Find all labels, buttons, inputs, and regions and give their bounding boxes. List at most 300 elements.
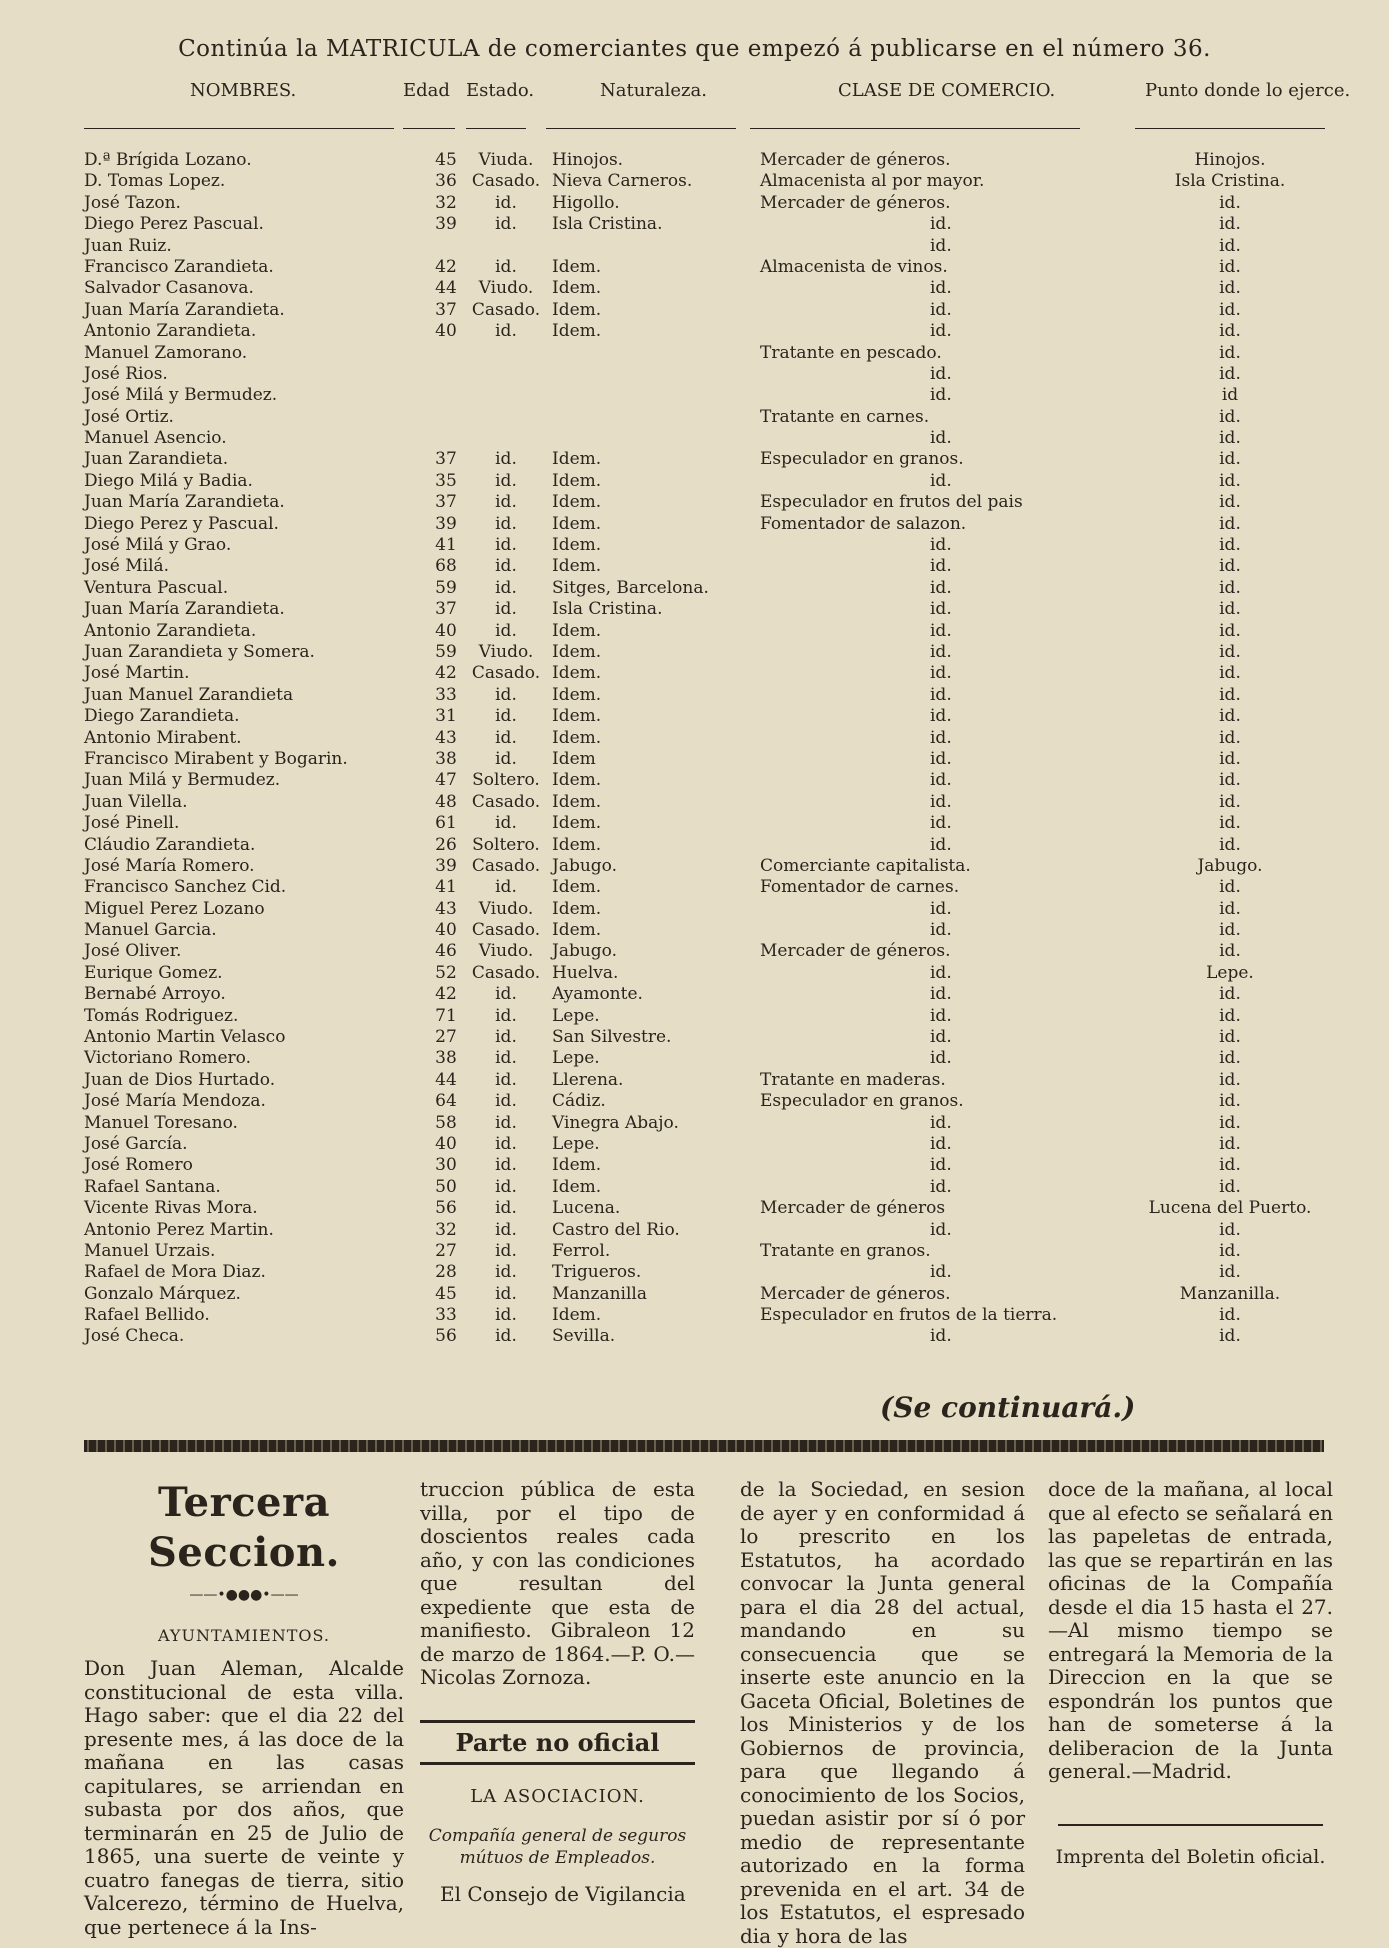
merchant-name: José Tazon. (84, 192, 181, 213)
merchant-age: 37 (435, 492, 457, 513)
merchant-origin: Idem. (552, 706, 602, 727)
merchant-place: id. (1219, 1027, 1241, 1048)
merchant-trade: id. (930, 1176, 952, 1197)
merchant-age: 35 (435, 470, 457, 491)
merchant-place: id. (1219, 1133, 1241, 1154)
merchant-origin: Llerena. (552, 1069, 624, 1090)
merchant-trade: Almacenista de vinos. (760, 256, 948, 277)
merchant-trade: id. (930, 278, 952, 299)
merchant-name: Diego Perez Pascual. (84, 214, 264, 235)
merchant-place: id. (1219, 1326, 1241, 1347)
merchant-place: id. (1219, 1155, 1241, 1176)
merchant-trade: id. (930, 1326, 952, 1347)
table-row (0, 1220, 1389, 1241)
merchant-trade: id. (930, 620, 952, 641)
merchant-place: id. (1219, 1176, 1241, 1197)
merchant-age: 64 (435, 1091, 457, 1112)
article-text: doce de la mañana, al local que al efecto se señalará en las papeletas de entrada, las que se repartirán en las oficinas de la Compañía desde el dia 15 hasta el 27.—Al mismo tiempo se entregará la Memoria de la Direccion en la que se espondrán los puntos que han de someterse á la deliberacion de la Junta general.—Madrid. (1048, 1477, 1333, 1783)
merchant-age: 33 (435, 1305, 457, 1326)
merchant-origin: Idem. (552, 470, 602, 491)
merchant-trade: id. (930, 470, 952, 491)
merchant-age: 42 (435, 663, 457, 684)
table-row (0, 300, 1389, 321)
merchant-name: Juan de Dios Hurtado. (84, 1069, 276, 1090)
merchant-place: id. (1219, 599, 1241, 620)
merchant-age: 52 (435, 962, 457, 983)
merchant-name: Antonio Zarandieta. (84, 321, 257, 342)
header-rule (84, 128, 394, 129)
merchant-place: id. (1219, 1262, 1241, 1283)
merchant-origin: Idem. (552, 449, 602, 470)
table-row (0, 599, 1389, 620)
table-row (0, 171, 1389, 192)
merchant-origin: Jabugo. (552, 855, 618, 876)
merchant-origin: Idem. (552, 663, 602, 684)
table-row (0, 471, 1389, 492)
merchant-origin: Trigueros. (552, 1262, 642, 1283)
merchant-place: id. (1219, 577, 1241, 598)
merchant-origin: Idem. (552, 278, 602, 299)
merchant-state: id. (495, 1326, 517, 1347)
merchant-place: id. (1219, 684, 1241, 705)
merchant-origin: Castro del Rio. (552, 1219, 680, 1240)
merchant-state: id. (495, 1219, 517, 1240)
table-row (0, 941, 1389, 962)
section-subtitle: AYUNTAMIENTOS. (158, 1625, 330, 1645)
merchant-name: Juan María Zarandieta. (84, 492, 285, 513)
merchant-origin: Idem. (552, 813, 602, 834)
merchant-place: id. (1219, 770, 1241, 791)
merchant-age: 27 (435, 1240, 457, 1261)
merchant-origin: Higollo. (552, 192, 620, 213)
merchant-name: Rafael Bellido. (84, 1305, 210, 1326)
merchant-name: José María Romero. (84, 855, 255, 876)
merchant-state: id. (495, 470, 517, 491)
merchant-place: id. (1219, 492, 1241, 513)
merchant-name: Francisco Mirabent y Bogarin. (84, 748, 348, 769)
merchant-trade: Tratante en granos. (760, 1240, 931, 1261)
merchant-age: 33 (435, 684, 457, 705)
merchant-state: id. (495, 492, 517, 513)
merchant-age: 30 (435, 1155, 457, 1176)
merchant-origin: Idem. (552, 791, 602, 812)
merchant-trade: id. (930, 1155, 952, 1176)
merchant-origin: Nieva Carneros. (552, 171, 693, 192)
merchant-state: Casado. (471, 299, 541, 320)
merchant-place: id. (1219, 748, 1241, 769)
merchant-origin: Idem. (552, 898, 602, 919)
merchant-place: id. (1219, 256, 1241, 277)
merchant-trade: Tratante en carnes. (760, 406, 930, 427)
table-row (0, 663, 1389, 684)
merchant-name: José Milá y Grao. (84, 535, 232, 556)
merchant-origin: San Silvestre. (552, 1027, 672, 1048)
merchant-state: id. (495, 706, 517, 727)
merchant-age: 37 (435, 299, 457, 320)
merchant-place: Isla Cristina. (1174, 171, 1286, 192)
table-row (0, 1326, 1389, 1347)
merchant-age: 26 (435, 834, 457, 855)
table-row (0, 150, 1389, 171)
merchant-place: id. (1219, 192, 1241, 213)
merchant-name: José Checa. (84, 1326, 185, 1347)
merchant-state: Casado. (471, 171, 541, 192)
merchant-origin: Idem. (552, 1305, 602, 1326)
merchant-trade: id. (930, 1005, 952, 1026)
merchant-trade: id. (930, 684, 952, 705)
merchant-state: Viudo. (478, 941, 534, 962)
merchant-place: Jabugo. (1197, 855, 1263, 876)
merchant-state: id. (495, 620, 517, 641)
merchant-place: id. (1219, 663, 1241, 684)
table-row (0, 706, 1389, 727)
merchant-place: id. (1219, 1005, 1241, 1026)
merchant-place: id. (1219, 1240, 1241, 1261)
merchant-origin: Isla Cristina. (552, 214, 663, 235)
merchant-trade: id. (930, 1133, 952, 1154)
merchant-trade: id. (930, 556, 952, 577)
table-row (0, 535, 1389, 556)
merchant-place: id. (1219, 813, 1241, 834)
merchant-trade: id. (930, 599, 952, 620)
merchant-age: 45 (435, 1283, 457, 1304)
merchant-name: Manuel Garcia. (84, 920, 217, 941)
merchant-state: id. (495, 1027, 517, 1048)
merchant-trade: Mercader de géneros. (760, 192, 951, 213)
merchant-age: 37 (435, 599, 457, 620)
merchant-age: 28 (435, 1262, 457, 1283)
article-text: El Consejo de Vigilancia (440, 1881, 686, 1906)
merchant-age: 71 (435, 1005, 457, 1026)
merchant-origin: Idem (552, 748, 596, 769)
table-row (0, 321, 1389, 342)
merchant-name: Manuel Zamorano. (84, 342, 248, 363)
merchant-state: id. (495, 1005, 517, 1026)
merchant-place: id. (1219, 1219, 1241, 1240)
merchant-place: id. (1219, 1112, 1241, 1133)
merchant-origin: Lepe. (552, 1048, 600, 1069)
merchant-place: id. (1219, 620, 1241, 641)
merchant-state: id. (495, 1240, 517, 1261)
merchant-name: Diego Zarandieta. (84, 706, 240, 727)
merchant-trade: Mercader de géneros (760, 1198, 946, 1219)
merchant-origin: Idem. (552, 299, 602, 320)
table-row (0, 343, 1389, 364)
merchant-age: 40 (435, 920, 457, 941)
header-rule (466, 128, 526, 129)
merchant-place: id. (1219, 214, 1241, 235)
merchant-age: 39 (435, 855, 457, 876)
merchant-age: 56 (435, 1198, 457, 1219)
merchant-trade: id. (930, 1219, 952, 1240)
merchant-name: Diego Perez y Pascual. (84, 513, 279, 534)
merchant-name: Juan Ruiz. (84, 235, 172, 256)
merchant-age: 32 (435, 192, 457, 213)
merchant-origin: Sevilla. (552, 1326, 616, 1347)
imprenta-credit: Imprenta del Boletin oficial. (1055, 1845, 1326, 1868)
article-text: Don Juan Aleman, Alcalde constitucional de esta villa. Hago saber: que el dia 22 del presente mes, á las doce de la mañana en las casas capitulares, se arriendan en subasta por dos años, que terminarán en 25 de Julio de 1865, una suerte de veinte y cuatro fanegas de tierra, sitio Valcerezo, término de Huelva, que pertenece á la Ins- (84, 1656, 404, 1939)
table-row (0, 407, 1389, 428)
imprenta-rule (1058, 1824, 1323, 1826)
merchant-state: id. (495, 1048, 517, 1069)
merchant-age: 59 (435, 641, 457, 662)
merchant-name: Diego Milá y Badia. (84, 470, 253, 491)
merchant-name: José Pinell. (84, 813, 180, 834)
merchant-place: id. (1219, 1305, 1241, 1326)
section-divider (84, 1440, 1324, 1452)
merchant-state: id. (495, 1112, 517, 1133)
merchant-origin: Idem. (552, 1176, 602, 1197)
merchant-state: Casado. (471, 962, 541, 983)
merchant-place: id. (1219, 941, 1241, 962)
merchant-age: 46 (435, 941, 457, 962)
merchant-trade: id. (930, 727, 952, 748)
merchant-place: id. (1219, 834, 1241, 855)
merchant-place: id. (1219, 406, 1241, 427)
merchant-age: 27 (435, 1027, 457, 1048)
merchant-trade: Especulador en granos. (760, 449, 964, 470)
merchant-state: id. (495, 813, 517, 834)
merchant-origin: Idem. (552, 556, 602, 577)
article-column-3 (740, 1478, 1025, 1948)
merchant-name: José Milá y Bermudez. (84, 385, 278, 406)
merchant-name: José Rios. (84, 363, 168, 384)
merchant-trade: Mercader de géneros. (760, 941, 951, 962)
merchant-place: id. (1219, 470, 1241, 491)
merchant-state: id. (495, 1198, 517, 1219)
table-row (0, 428, 1389, 449)
merchant-trade: Tratante en maderas. (760, 1069, 946, 1090)
merchant-age: 40 (435, 1133, 457, 1154)
table-row (0, 1027, 1389, 1048)
merchant-age: 42 (435, 256, 457, 277)
merchant-age: 43 (435, 727, 457, 748)
merchant-place: id. (1219, 1091, 1241, 1112)
table-row (0, 728, 1389, 749)
merchant-state: id. (495, 599, 517, 620)
merchant-origin: Idem. (552, 1155, 602, 1176)
merchant-trade: id. (930, 235, 952, 256)
article-text: truccion pública de esta villa, por el tipo de doscientos reales cada año, y con las condiciones que resultan del expediente que esta de manifiesto. Gibraleon 12 de marzo de 1864.—P. O.—Nicolas Zornoza. (420, 1477, 695, 1689)
column-header-trade: CLASE DE COMERCIO. (838, 80, 1056, 101)
merchant-trade: id. (930, 1112, 952, 1133)
merchant-place: id. (1219, 1069, 1241, 1090)
merchant-state: Casado. (471, 791, 541, 812)
merchant-name: Rafael Santana. (84, 1176, 221, 1197)
merchant-age: 41 (435, 877, 457, 898)
merchant-origin: Idem. (552, 641, 602, 662)
merchant-name: Vicente Rivas Mora. (84, 1198, 258, 1219)
merchant-age: 37 (435, 449, 457, 470)
merchant-name: Juan Vilella. (84, 791, 188, 812)
table-row (0, 1113, 1389, 1134)
merchant-origin: Idem. (552, 256, 602, 277)
table-row (0, 770, 1389, 791)
merchant-origin: Idem. (552, 727, 602, 748)
merchant-age: 50 (435, 1176, 457, 1197)
merchant-age: 38 (435, 1048, 457, 1069)
merchant-name: José María Mendoza. (84, 1091, 266, 1112)
merchant-name: Juan Zarandieta y Somera. (84, 641, 315, 662)
merchant-state: Soltero. (472, 770, 540, 791)
ornament-divider: ——•●●●•—— (189, 1587, 299, 1603)
merchant-trade: Especulador en granos. (760, 1091, 964, 1112)
merchant-state: Viudo. (478, 641, 534, 662)
merchant-trade: id. (930, 1262, 952, 1283)
merchant-place: id. (1219, 513, 1241, 534)
table-row (0, 1241, 1389, 1262)
table-row (0, 236, 1389, 257)
merchant-name: Antonio Mirabent. (84, 727, 242, 748)
merchant-trade: Comerciante capitalista. (760, 855, 971, 876)
merchant-origin: Ayamonte. (552, 984, 643, 1005)
table-row (0, 556, 1389, 577)
merchant-state: id. (495, 192, 517, 213)
merchant-trade: Fomentador de salazon. (760, 513, 967, 534)
merchant-place: id (1221, 385, 1239, 406)
merchant-origin: Manzanilla (552, 1283, 647, 1304)
merchant-age: 68 (435, 556, 457, 577)
table-row (0, 193, 1389, 214)
merchant-trade: Almacenista al por mayor. (760, 171, 985, 192)
table-row (0, 578, 1389, 599)
merchant-origin: Idem. (552, 770, 602, 791)
merchant-name: Cláudio Zarandieta. (84, 834, 256, 855)
merchant-name: José Martin. (84, 663, 190, 684)
table-row (0, 642, 1389, 663)
merchant-origin: Idem. (552, 492, 602, 513)
merchant-name: Francisco Sanchez Cid. (84, 877, 287, 898)
merchant-trade: id. (930, 663, 952, 684)
merchant-place: id. (1219, 791, 1241, 812)
merchant-place: id. (1219, 877, 1241, 898)
table-row (0, 278, 1389, 299)
table-row (0, 621, 1389, 642)
merchant-name: Eurique Gomez. (84, 962, 223, 983)
merchant-name: Antonio Martin Velasco (84, 1027, 286, 1048)
table-row (0, 920, 1389, 941)
table-row (0, 835, 1389, 856)
merchant-state: Soltero. (472, 834, 540, 855)
table-row (0, 1091, 1389, 1112)
table-row (0, 877, 1389, 898)
merchant-name: D. Tomas Lopez. (84, 171, 226, 192)
article-text: de la Sociedad, en sesion de ayer y en conformidad á lo prescrito en los Estatutos, ha acordado convocar la Junta general para el dia 28 del actual, mandando en su consecuencia que se inserte este anuncio en la Gaceta Oficial, Boletines de los Ministerios y de los Gobiernos de provincia, para que llegando á conocimiento de los Socios, puedan asistir por sí ó por medio de representante autorizado en la forma prevenida en el art. 34 de los Estatutos, el espresado dia y hora de las (740, 1477, 1025, 1948)
merchant-state: id. (495, 1176, 517, 1197)
column-header-origin: Naturaleza. (600, 80, 707, 101)
merchant-state: Casado. (471, 920, 541, 941)
table-row (0, 449, 1389, 470)
table-row (0, 514, 1389, 535)
merchant-trade: id. (930, 299, 952, 320)
merchant-age: 40 (435, 620, 457, 641)
merchant-trade: Fomentador de carnes. (760, 877, 960, 898)
page-title: Continúa la MATRICULA de comerciantes que empezó á publicarse en el número 36. (178, 36, 1211, 62)
table-row (0, 685, 1389, 706)
merchant-name: Juan Milá y Bermudez. (84, 770, 281, 791)
table-row (0, 492, 1389, 513)
merchant-state: id. (495, 449, 517, 470)
table-row (0, 856, 1389, 877)
merchant-origin: Lepe. (552, 1133, 600, 1154)
header-rule (403, 128, 455, 129)
merchant-state: Casado. (471, 663, 541, 684)
merchant-origin: Idem. (552, 321, 602, 342)
merchant-place: id. (1219, 1048, 1241, 1069)
merchant-age: 56 (435, 1326, 457, 1347)
table-row (0, 792, 1389, 813)
merchant-place: id. (1219, 235, 1241, 256)
merchant-trade: id. (930, 813, 952, 834)
merchant-state: id. (495, 1133, 517, 1154)
merchant-trade: Tratante en pescado. (760, 342, 942, 363)
table-row (0, 257, 1389, 278)
merchant-state: id. (495, 577, 517, 598)
parte-no-oficial-heading: Parte no oficial (420, 1720, 695, 1766)
merchant-name: José Oliver. (84, 941, 182, 962)
merchant-state: id. (495, 1305, 517, 1326)
merchant-name: Juan Zarandieta. (84, 449, 229, 470)
merchant-name: José Romero (84, 1155, 193, 1176)
merchant-name: Gonzalo Márquez. (84, 1283, 241, 1304)
merchant-origin: Vinegra Abajo. (552, 1112, 679, 1133)
merchant-state: id. (495, 727, 517, 748)
merchant-origin: Sitges, Barcelona. (552, 577, 709, 598)
merchant-origin: Huelva. (552, 962, 619, 983)
merchant-origin: Idem. (552, 834, 602, 855)
merchant-origin: Idem. (552, 920, 602, 941)
table-row (0, 364, 1389, 385)
merchant-name: Antonio Perez Martin. (84, 1219, 274, 1240)
merchant-state: id. (495, 748, 517, 769)
table-row (0, 1155, 1389, 1176)
header-rule (750, 128, 1080, 129)
merchant-origin: Isla Cristina. (552, 599, 663, 620)
merchant-register-table (0, 150, 1389, 1348)
merchant-name: Ventura Pascual. (84, 577, 229, 598)
merchant-state: id. (495, 984, 517, 1005)
table-row (0, 1305, 1389, 1326)
merchant-age: 39 (435, 513, 457, 534)
table-row (0, 984, 1389, 1005)
merchant-age: 38 (435, 748, 457, 769)
merchant-state: id. (495, 1283, 517, 1304)
table-row (0, 749, 1389, 770)
merchant-name: Juan María Zarandieta. (84, 299, 285, 320)
merchant-state: id. (495, 256, 517, 277)
merchant-origin: Lucena. (552, 1198, 621, 1219)
merchant-trade: id. (930, 748, 952, 769)
table-row (0, 1048, 1389, 1069)
company-subtitle: Compañía general de seguros mútuos de Empleados. (428, 1825, 687, 1868)
article-column-4 (1048, 1478, 1333, 1869)
merchant-age: 42 (435, 984, 457, 1005)
header-rule (1135, 128, 1325, 129)
merchant-trade: id. (930, 577, 952, 598)
column-header-state: Estado. (466, 80, 535, 101)
merchant-origin: Idem. (552, 535, 602, 556)
merchant-place: Lepe. (1206, 962, 1254, 983)
merchant-trade: id. (930, 535, 952, 556)
merchant-origin: Idem. (552, 684, 602, 705)
merchant-state: id. (495, 556, 517, 577)
merchant-place: id. (1219, 449, 1241, 470)
merchant-place: Hinojos. (1194, 150, 1266, 170)
merchant-trade: id. (930, 920, 952, 941)
table-row (0, 1198, 1389, 1219)
merchant-place: Lucena del Puerto. (1148, 1198, 1312, 1219)
merchant-name: Bernabé Arroyo. (84, 984, 226, 1005)
